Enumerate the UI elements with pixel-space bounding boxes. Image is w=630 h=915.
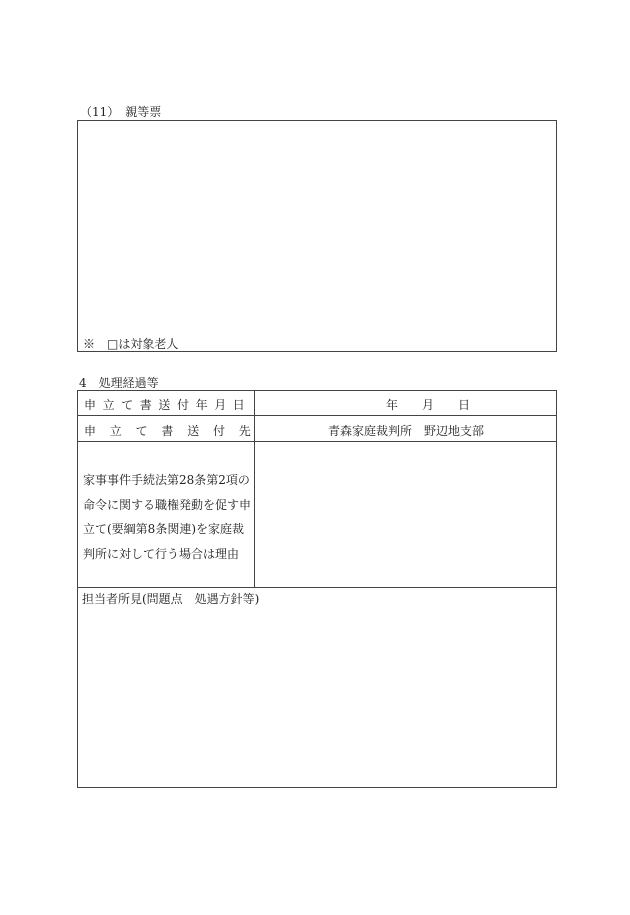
staff-opinion-label: 担当者所見(問題点 処遇方針等) — [82, 592, 260, 606]
section-4-heading: 4 処理経過等 — [79, 376, 159, 390]
reason-line: 立て(要綱第8条関連)を家庭裁 — [83, 522, 244, 536]
send-destination-label: 申立て書送付先 — [84, 424, 265, 438]
table-row-divider — [77, 441, 557, 442]
table-row-divider — [77, 587, 557, 588]
kinship-chart-footnote: ※ □は対象老人 — [83, 337, 179, 351]
process-table — [77, 390, 557, 788]
send-date-label: 申立て書送付年月日 — [84, 398, 252, 412]
reason-label — [83, 468, 259, 566]
send-date-value: 年 月 日 — [386, 398, 471, 412]
kinship-chart-box — [77, 120, 557, 352]
reason-line: 判所に対して行う場合は理由 — [83, 546, 240, 561]
send-destination-value: 青森家庭裁判所 野辺地支部 — [328, 424, 485, 438]
reason-line: 命令に関する職権発動を促す申 — [83, 497, 252, 512]
table-row-divider — [77, 415, 557, 416]
reason-line: 家事事件手続法第28条第2項の — [83, 473, 250, 487]
section-11-heading: （11） 親等票 — [80, 105, 162, 119]
